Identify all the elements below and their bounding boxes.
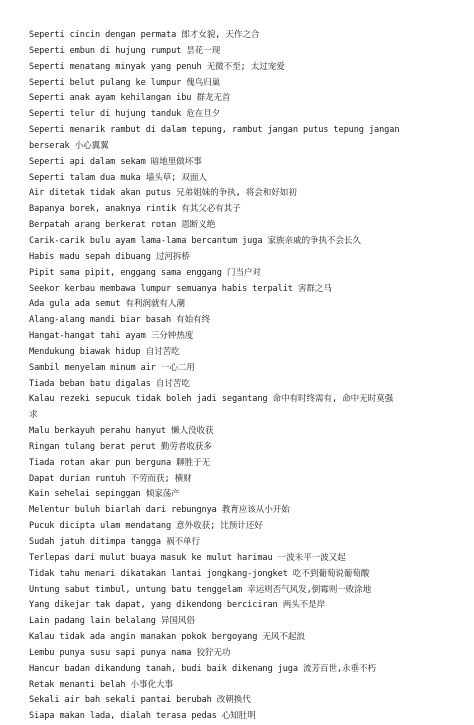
text-line: 求: [29, 410, 38, 421]
text-line: Carik-carik bulu ayam lama-lama bercantum juga 家族亲戚的争执不会长久: [29, 235, 361, 246]
text-line: Ringan tulang berat perut 勤劳者收获多: [29, 441, 212, 452]
text-line: Seperti cincin dengan permata 郎才女貌, 天作之合: [29, 30, 260, 40]
text-line: Seperti menatang minyak yang penuh 无微不至; 太过宠爱: [29, 61, 285, 72]
text-line: Hangat-hangat tahi ayam 三分钟热度: [29, 331, 194, 342]
text-line: Tiada rotan akar pun berguna 聊胜于无: [29, 457, 211, 468]
text-line: Seperti anak ayam kehilangan ibu 群龙无首: [29, 93, 231, 104]
text-line: Untung sabut timbul, untung batu tenggelam 幸运则否气风发,倒霉则一败涂地: [29, 584, 372, 595]
text-line: Terlepas dari mulut buaya masuk ke mulut harimau 一波未平一波又起: [29, 552, 346, 563]
text-line: Habis madu sepah dibuang 过河拆桥: [29, 251, 190, 262]
text-line: Melentur buluh biarlah dari rebungnya 教育应该从小开始: [29, 505, 290, 516]
text-line: Tidak tahu menari dikatakan lantai jongkang-jongket 吃不到葡萄说葡萄酸: [29, 568, 370, 579]
text-line: Sambil menyelam minum air 一心二用: [29, 362, 195, 373]
text-line: Seperti menarik rambut di dalam tepung, rambut jangan putus tepung jangan: [29, 125, 400, 136]
text-line: Pipit sama pipit, enggang sama enggang 门当户对: [29, 267, 261, 278]
text-line: Seperti telur di hujung tanduk 危在旦夕: [29, 109, 221, 120]
text-line: Alang-alang mandi biar basah 有始有终: [29, 315, 211, 326]
text-line: Air ditetak tidak akan putus 兄弟姐妹的争执, 将会和好如初: [29, 188, 297, 199]
text-line: Malu berkayuh perahu hanyut 懒人没收获: [29, 426, 214, 437]
text-line: Kalau tidak ada angin manakan pokok bergoyang 无风不起浪: [29, 632, 305, 643]
text-line: Hancur badan dikandung tanah, budi baik dikenang juga 流芳百世,永垂不朽: [29, 663, 377, 674]
text-line: berserak 小心翼翼: [29, 140, 109, 151]
text-line: Retak menanti belah 小事化大事: [29, 679, 173, 690]
text-line: Seperti api dalam sekam 暗地里做坏事: [29, 156, 202, 167]
text-line: Tiada beban batu digalas 自讨苦吃: [29, 378, 190, 389]
text-line: Mendukung biawak hidup 自讨苦吃: [29, 346, 180, 357]
text-line: Sekali air bah sekali pantai berubah 改朝换代: [29, 695, 251, 706]
text-line: Kain sehelai sepinggan 倾家荡产: [29, 489, 180, 500]
text-line: Ada gula ada semut 有利润就有人潮: [29, 299, 185, 310]
text-line: Yang dikejar tak dapat, yang dikendong berciciran 两头不是岸: [29, 600, 326, 611]
text-line: Kalau rezeki sepucuk tidak boleh jadi segantang 命中有时终需有, 命中无时莫强: [29, 394, 394, 405]
text-line: Lembu punya susu sapi punya nama 狡狞无功: [29, 647, 231, 658]
text-line: Sudah jatuh ditimpa tangga 祸不单行: [29, 537, 200, 547]
text-line: Seperti embun di hujung rumput 昙花一现: [29, 45, 221, 56]
text-line: Seperti talam dua muka 墙头草; 双面人: [29, 172, 207, 183]
text-line: Bapanya borek, anaknya rintik 有其父必有其子: [29, 204, 241, 215]
text-line: Pucuk dicipta ulam mendatang 意外收获; 比预计还好: [29, 521, 263, 532]
text-line: Berpatah arang berkerat rotan 恩断义绝: [29, 220, 216, 231]
text-line: Dapat durian runtuh 不劳而获; 横财: [29, 473, 192, 484]
text-line: Siapa makan lada, dialah terasa pedas 心知肚明: [29, 711, 256, 722]
text-line: Seekor kerbau membawa lumpur semuanya habis terpalit 害群之马: [29, 283, 332, 294]
text-line: Seperti belut pulang ke lumpur 傀鸟归巢: [29, 77, 221, 88]
text-line: Lain padang lain belalang 异国风俗: [29, 616, 195, 627]
